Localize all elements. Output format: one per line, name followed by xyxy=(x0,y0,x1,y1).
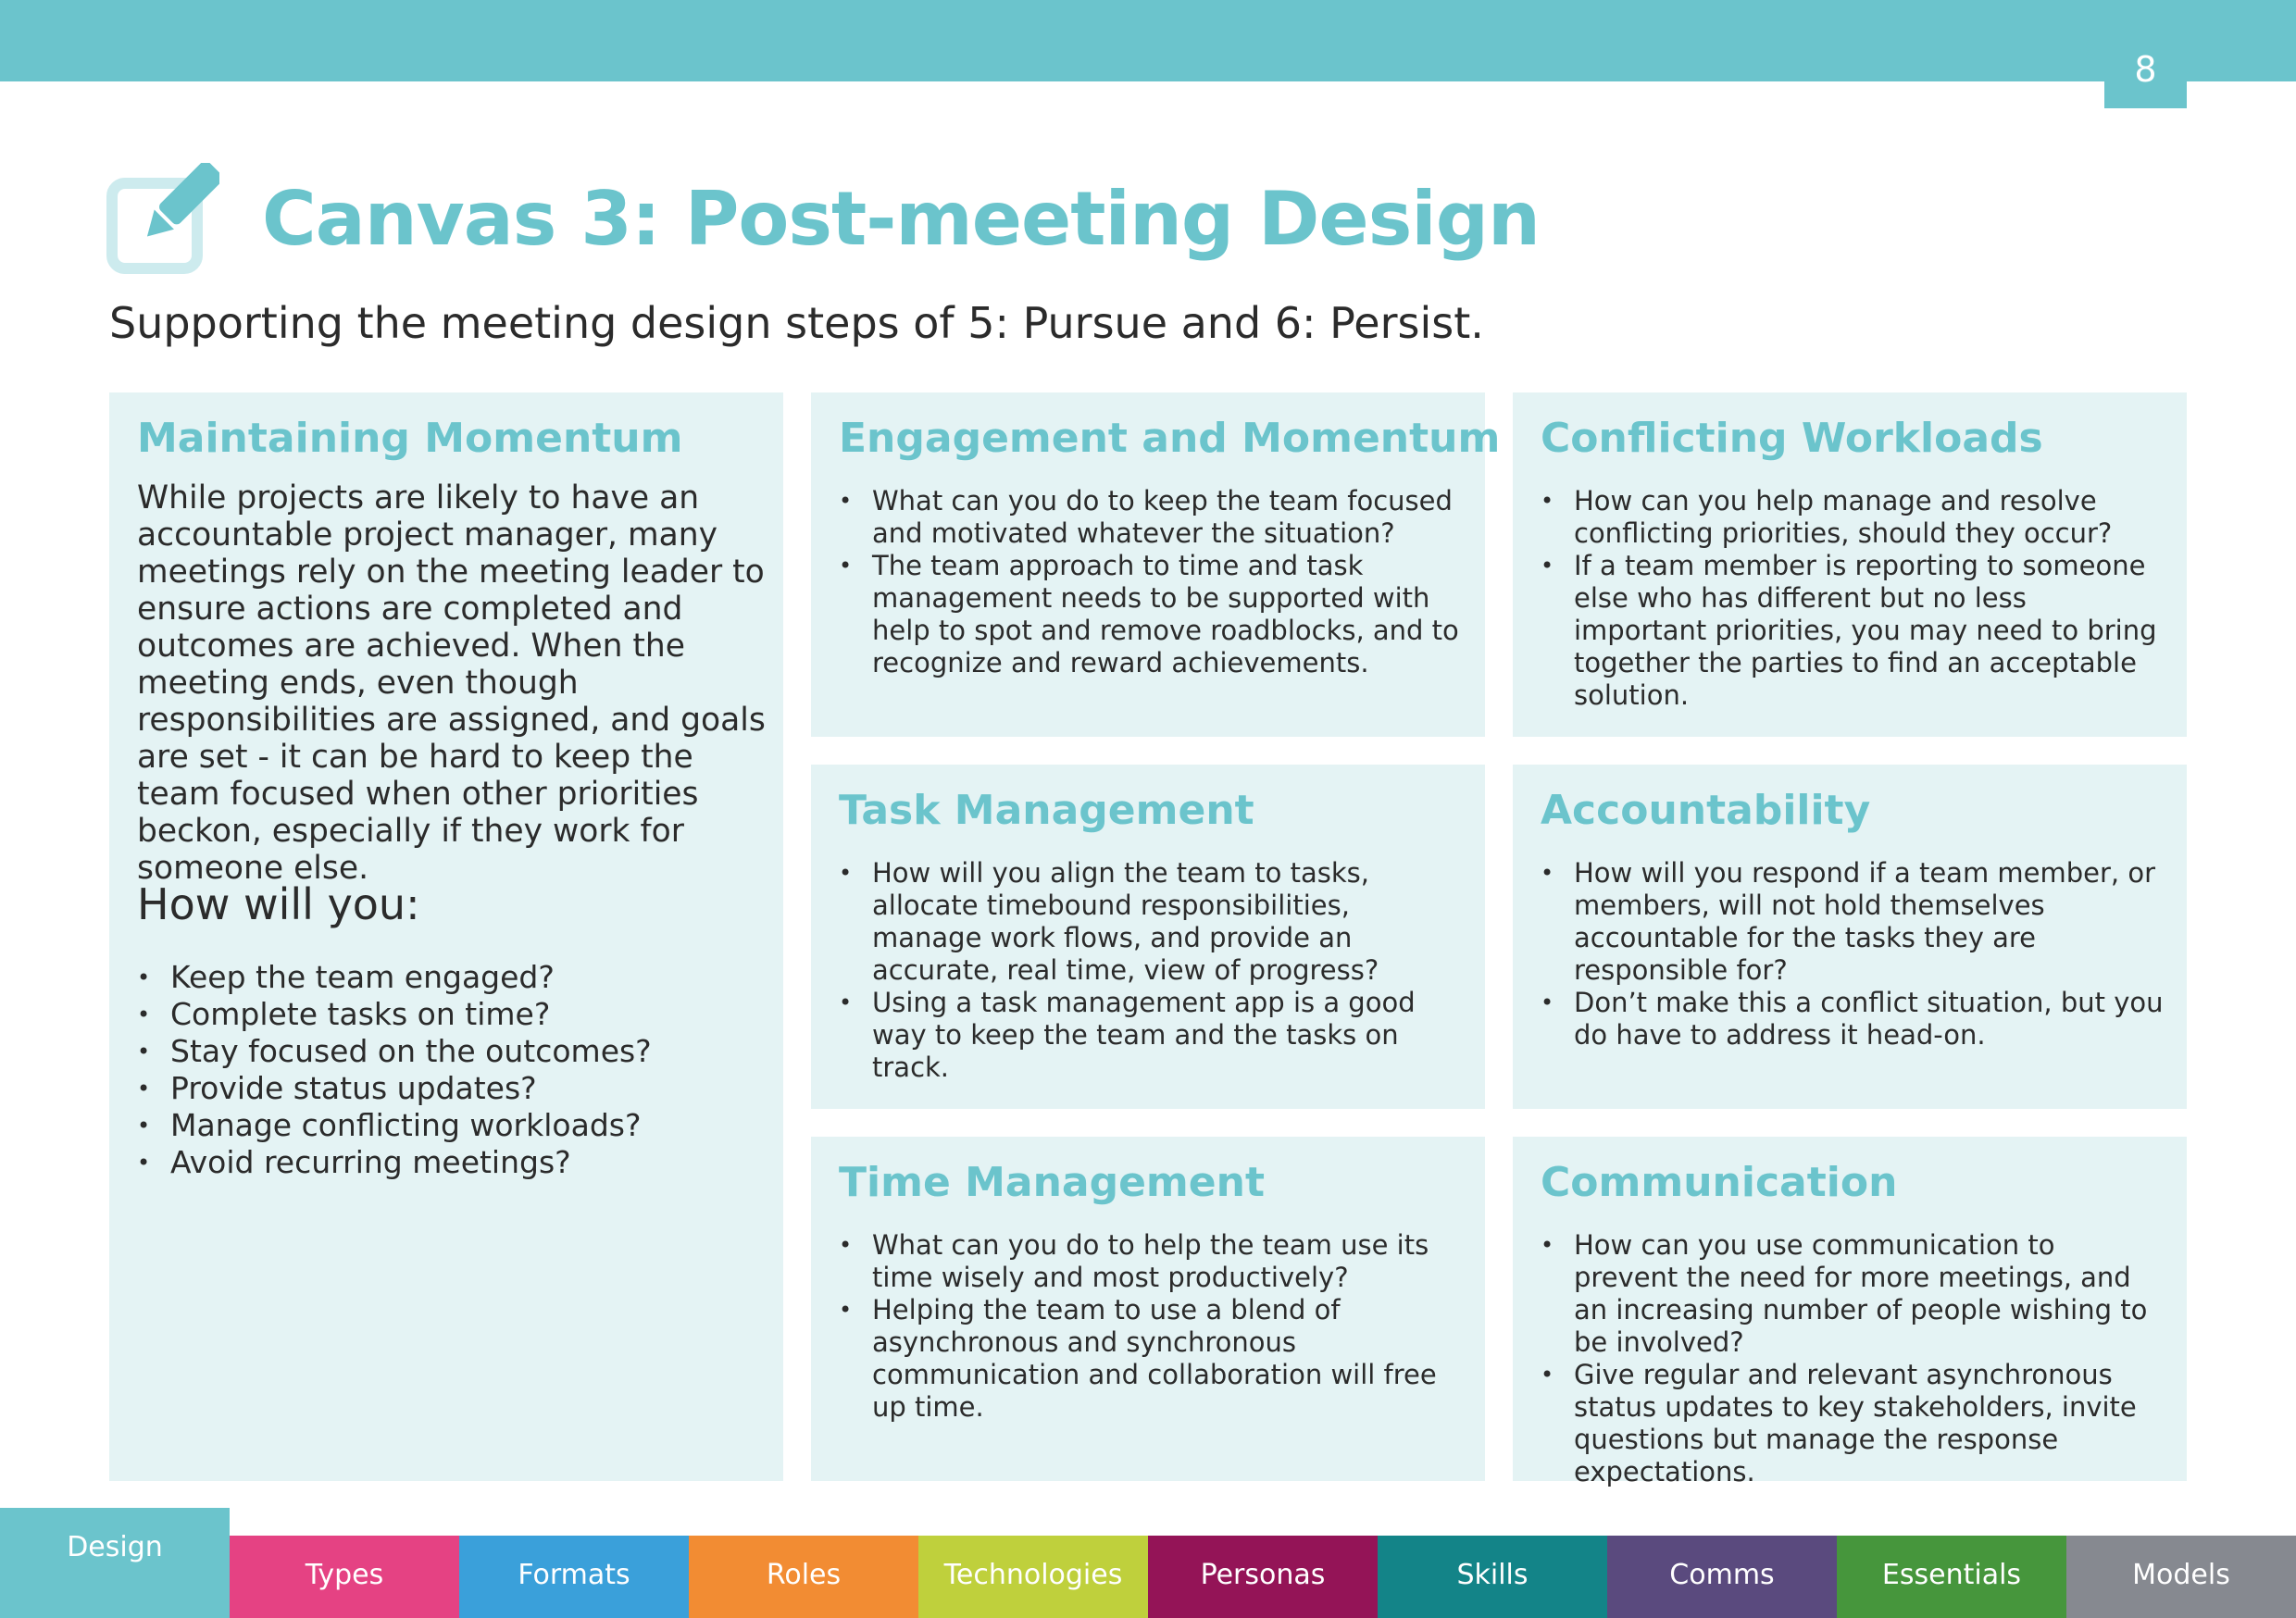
card-engagement-and-momentum xyxy=(811,392,1501,737)
list-item: • How will you respond if a team member, or members, will not hold themselves accountable for the tasks they are responsible for? xyxy=(1541,857,2165,987)
card-intro-text: While projects are likely to have an accountable project manager, many meetings rely on the meeting leader to ensure actions are completed and outcomes are achieved. When the meeting ends, even though responsibilities are assigned, and goals are set - it can be hard to keep the team focused when other priorities beckon, especially if they work for someone else. xyxy=(137,479,766,887)
how-will-you-heading: How will you: xyxy=(137,879,420,929)
card-heading: Maintaining Momentum xyxy=(137,415,683,462)
how-will-you-list xyxy=(137,959,761,1181)
tab-essentials[interactable]: Essentials xyxy=(1837,1536,2066,1618)
list-item: • How can you help manage and resolve conflicting priorities, should they occur? xyxy=(1541,485,2165,550)
top-banner xyxy=(0,0,2296,81)
page-number: 8 xyxy=(2104,0,2187,108)
card-heading: Accountability xyxy=(1541,787,1871,834)
card-heading: Engagement and Momentum xyxy=(839,415,1501,462)
card-communication xyxy=(1513,1137,2187,1487)
page-subtitle: Supporting the meeting design steps of 5: Pursue and 6: Persist. xyxy=(109,298,1484,348)
list-item: • Keep the team engaged? xyxy=(137,959,761,996)
list-item: • What can you do to help the team use its time wisely and most productively? xyxy=(839,1229,1463,1294)
card-conflicting-workloads xyxy=(1513,392,2187,737)
card-list xyxy=(839,857,1463,1084)
list-item: • The team approach to time and task management needs to be supported with help to spot and remove roadblocks, and to recognize and reward achievements. xyxy=(839,550,1463,679)
card-list xyxy=(1541,1229,2165,1488)
card-list xyxy=(1541,485,2165,712)
card-list xyxy=(839,1229,1463,1424)
card-maintaining-momentum xyxy=(109,392,783,1481)
tab-skills[interactable]: Skills xyxy=(1378,1536,1607,1618)
list-item: • Using a task management app is a good way to keep the team and the tasks on track. xyxy=(839,987,1463,1084)
list-item: • What can you do to keep the team focused and motivated whatever the situation? xyxy=(839,485,1463,550)
tab-types[interactable]: Types xyxy=(230,1536,459,1618)
page-title: Canvas 3: Post-meeting Design xyxy=(262,176,1540,262)
list-item: • Helping the team to use a blend of asynchronous and synchronous communication and collaboration will free up time. xyxy=(839,1294,1463,1424)
edit-pencil-icon xyxy=(106,163,219,276)
tab-models[interactable]: Models xyxy=(2066,1536,2296,1618)
card-heading: Communication xyxy=(1541,1159,1898,1206)
tab-design[interactable]: Design xyxy=(0,1508,230,1618)
card-time-management xyxy=(811,1137,1485,1481)
list-item: • How can you use communication to prevent the need for more meetings, and an increasing number of people wishing to be involved? xyxy=(1541,1229,2165,1359)
list-item: • Stay focused on the outcomes? xyxy=(137,1033,761,1070)
card-heading: Time Management xyxy=(839,1159,1265,1206)
list-item: • Don’t make this a conflict situation, but you do have to address it head-on. xyxy=(1541,987,2165,1052)
tab-technologies[interactable]: Technologies xyxy=(918,1536,1148,1618)
card-list xyxy=(1541,857,2165,1052)
list-item: • Provide status updates? xyxy=(137,1070,761,1107)
card-list xyxy=(839,485,1463,679)
tab-comms[interactable]: Comms xyxy=(1607,1536,1837,1618)
list-item: • Manage conflicting workloads? xyxy=(137,1107,761,1144)
list-item: • Complete tasks on time? xyxy=(137,996,761,1033)
tab-roles[interactable]: Roles xyxy=(689,1536,918,1618)
list-item: • Avoid recurring meetings? xyxy=(137,1144,761,1181)
list-item: • How will you align the team to tasks, allocate timebound responsibilities, manage work flows, and provide an accurate, real time, view of progress? xyxy=(839,857,1463,987)
tab-personas[interactable]: Personas xyxy=(1148,1536,1378,1618)
list-item: • Give regular and relevant asynchronous status updates to key stakeholders, invite questions but manage the response expectations. xyxy=(1541,1359,2165,1488)
card-task-management xyxy=(811,765,1485,1109)
card-heading: Conflicting Workloads xyxy=(1541,415,2043,462)
card-accountability xyxy=(1513,765,2187,1109)
card-heading: Task Management xyxy=(839,787,1254,834)
tab-formats[interactable]: Formats xyxy=(459,1536,689,1618)
list-item: • If a team member is reporting to someone else who has different but no less important priorities, you may need to bring together the parties to find an acceptable solution. xyxy=(1541,550,2165,712)
